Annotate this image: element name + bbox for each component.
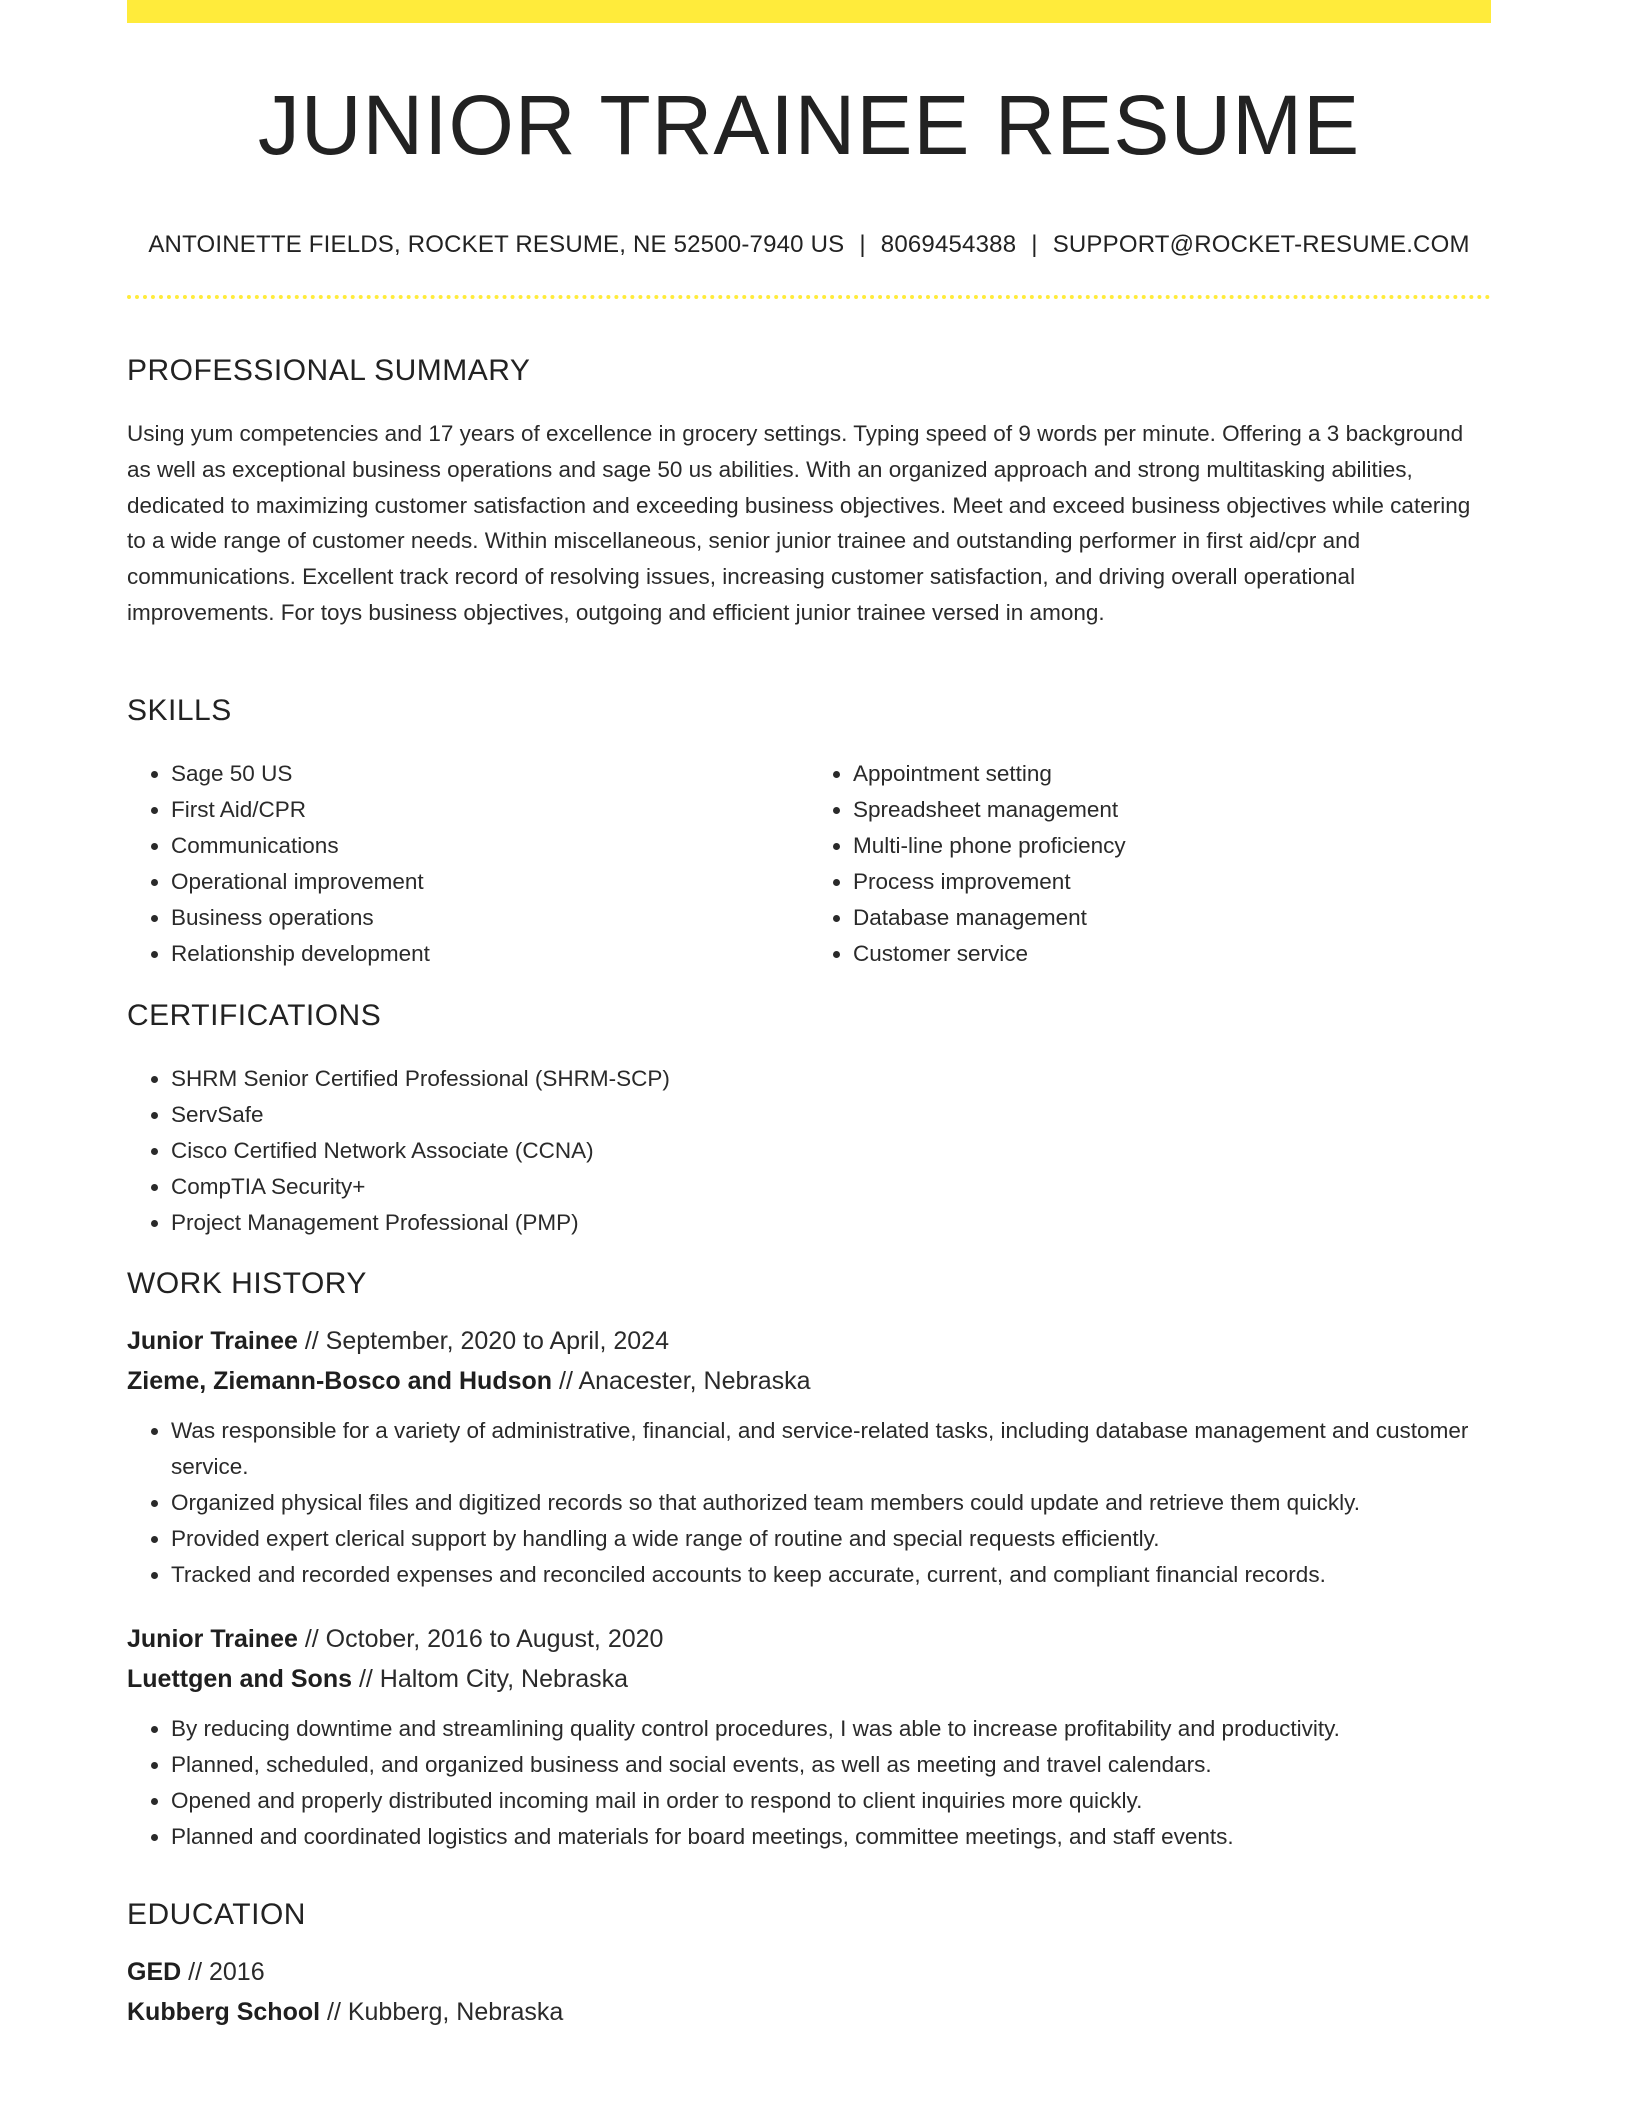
certification-item: • Project Management Professional (PMP): [171, 1205, 1491, 1241]
contact-separator: |: [1031, 231, 1038, 258]
certification-item: • Cisco Certified Network Associate (CCNA): [171, 1133, 1491, 1169]
job-title-line: [127, 1619, 1491, 1659]
skill-item: • Process improvement: [853, 864, 1491, 900]
certifications-list: [127, 1061, 1491, 1241]
summary-section: [127, 356, 1491, 631]
job-duty: • Organized physical files and digitized records so that authorized team members could update and retrieve them quickly.: [171, 1485, 1491, 1521]
education-school: Kubberg School: [127, 1998, 321, 2026]
job-entry: [127, 1619, 1491, 1855]
skill-item: • Business operations: [171, 900, 809, 936]
job-company-line: [127, 1361, 1491, 1401]
contact-line: [127, 231, 1491, 259]
skill-item: • Communications: [171, 828, 809, 864]
skills-list-right: [809, 756, 1491, 972]
job-duty: • Planned and coordinated logistics and materials for board meetings, committee meetings, and staff events.: [171, 1819, 1491, 1855]
certification-item: • CompTIA Security+: [171, 1169, 1491, 1205]
skills-section: [127, 696, 1491, 972]
job-title-line: [127, 1321, 1491, 1361]
education-school-line: [127, 1992, 1491, 2032]
education-entry: [127, 1952, 1491, 2032]
contact-phone: 8069454388: [880, 231, 1017, 258]
job-duty: • Tracked and recorded expenses and reconciled accounts to keep accurate, current, and compliant financial records.: [171, 1557, 1491, 1593]
work-history-heading: WORK HISTORY: [127, 1267, 367, 1300]
education-section: [127, 1900, 1491, 2032]
education-location: // Kubberg, Nebraska: [327, 1998, 564, 2026]
skills-grid: [127, 756, 1491, 972]
job-duty: • Opened and properly distributed incoming mail in order to respond to client inquiries more quickly.: [171, 1783, 1491, 1819]
summary-text: Using yum competencies and 17 years of excellence in grocery settings. Typing speed of 9 words per minute. Offering a 3 background as well as exceptional business operations and sage 50 us abilities. With an organized approach and strong multitasking abilities, dedicated to maximizing customer satisfaction and exceeding business objectives. Meet and exceed business objectives while catering to a wide range of customer needs. Within miscellaneous, senior junior trainee and outstanding performer in first aid/cpr and communications. Excellent track record of resolving issues, increasing customer satisfaction, and driving overall operational improvements. For toys business objectives, outgoing and efficient junior trainee versed in among.: [127, 421, 1471, 625]
dotted-divider: [127, 295, 1491, 299]
certifications-heading: CERTIFICATIONS: [127, 999, 382, 1032]
education-year: // 2016: [188, 1958, 265, 1986]
skill-item: • First Aid/CPR: [171, 792, 809, 828]
job-company-line: [127, 1659, 1491, 1699]
skills-list-left: [127, 756, 809, 972]
top-accent-bar: [127, 0, 1491, 23]
skill-item: • Operational improvement: [171, 864, 809, 900]
job-title: Junior Trainee: [127, 1625, 298, 1653]
skill-item: • Multi-line phone proficiency: [853, 828, 1491, 864]
certification-item: • SHRM Senior Certified Professional (SHRM-SCP): [171, 1061, 1491, 1097]
resume-page: [127, 0, 1491, 2026]
job-duty: • Planned, scheduled, and organized business and social events, as well as meeting and travel calendars.: [171, 1747, 1491, 1783]
certification-item: • ServSafe: [171, 1097, 1491, 1133]
job-company: Luettgen and Sons: [127, 1665, 352, 1693]
skill-item: • Spreadsheet management: [853, 792, 1491, 828]
education-degree: GED: [127, 1958, 182, 1986]
job-duty: • By reducing downtime and streamlining quality control procedures, I was able to increase profitability and productivity.: [171, 1711, 1491, 1747]
skill-item: • Sage 50 US: [171, 756, 809, 792]
contact-separator: |: [859, 231, 866, 258]
contact-address: ANTOINETTE FIELDS, ROCKET RESUME, NE 52500-7940 US: [148, 231, 845, 258]
certifications-section: [127, 1001, 1491, 1241]
job-entry: [127, 1321, 1491, 1593]
job-title: Junior Trainee: [127, 1327, 298, 1355]
work-history-section: [127, 1269, 1491, 1855]
skill-item: • Database management: [853, 900, 1491, 936]
job-duty: • Provided expert clerical support by handling a wide range of routine and special requests efficiently.: [171, 1521, 1491, 1557]
job-location: // Anacester, Nebraska: [559, 1367, 811, 1395]
job-company: Zieme, Ziemann-Bosco and Hudson: [127, 1367, 553, 1395]
job-duties-list: [127, 1413, 1491, 1593]
skill-item: • Appointment setting: [853, 756, 1491, 792]
skill-item: • Customer service: [853, 936, 1491, 972]
skills-heading: SKILLS: [127, 694, 232, 727]
job-dates: // September, 2020 to April, 2024: [304, 1327, 669, 1355]
job-location: // Haltom City, Nebraska: [358, 1665, 629, 1693]
job-duties-list: [127, 1711, 1491, 1855]
job-dates: // October, 2016 to August, 2020: [304, 1625, 664, 1653]
education-degree-line: [127, 1952, 1491, 1992]
skill-item: • Relationship development: [171, 936, 809, 972]
job-duty: • Was responsible for a variety of administrative, financial, and service-related tasks, including database management and customer service.: [171, 1413, 1491, 1485]
education-heading: EDUCATION: [127, 1898, 306, 1931]
summary-heading: PROFESSIONAL SUMMARY: [127, 354, 531, 387]
resume-title: JUNIOR TRAINEE RESUME: [257, 78, 1361, 172]
contact-email: SUPPORT@ROCKET-RESUME.COM: [1052, 231, 1470, 258]
